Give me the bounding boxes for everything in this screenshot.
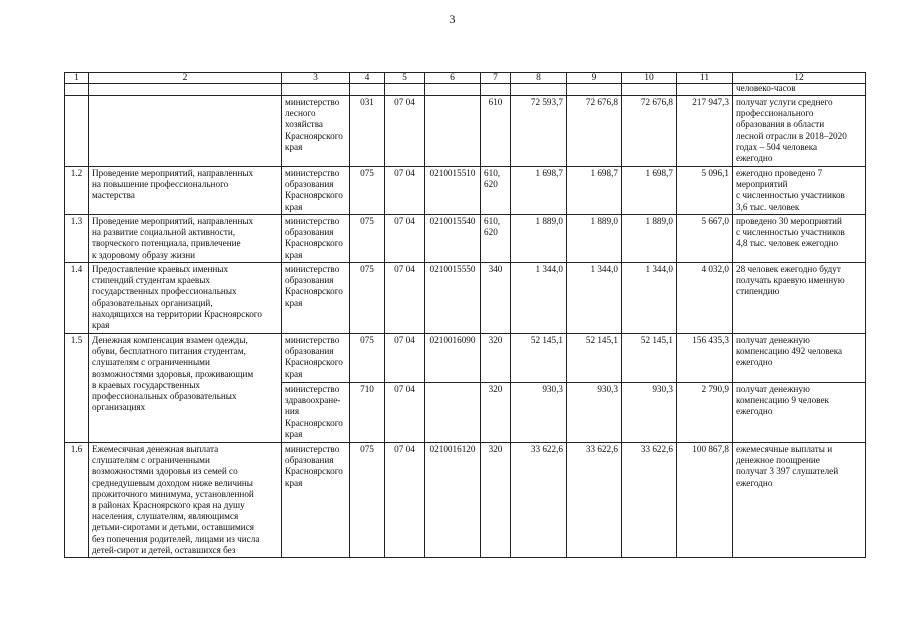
cell-num: 1.6 — [65, 443, 89, 558]
cell-c4: 075 — [350, 443, 385, 558]
header-cell: 12 — [733, 73, 866, 84]
cell-name: Предоставление краевых именных стипендий студентам краевых государственных профессиональных образовательных организаций, находящихся на территории Красноярского края — [89, 263, 282, 334]
cell-c8: 1 344,0 — [511, 263, 567, 334]
cell-c12: получат услуги среднего профессионального образования в области лесной отрасли в 2018–2020 годах – 504 человека ежегодно — [733, 96, 866, 167]
cell-dept: министерство образования Красноярского края — [282, 215, 350, 263]
cell-c4: 075 — [350, 334, 385, 383]
cell-c4: 075 — [350, 167, 385, 215]
cell-c10: 1 698,7 — [622, 167, 677, 215]
cell-name: Проведение мероприятий, направленных на развитие социальной активности, творческого потенциала, привлечение к здоровому образу жизни — [89, 215, 282, 263]
cell-name: Ежемесячная денежная выплата слушателям с ограниченными возможностями здоровья из семей со среднедушевым доходом ниже величины прожиточного минимума, установленной в районах Красноярского края на душу населения, слушателям, являющимся детьми-сиротами и детьми, оставшимися без попечения родителей, лицами из числа детей-сирот и детей, оставшихся без — [89, 443, 282, 558]
cell-c11: 2 790,9 — [677, 383, 733, 443]
cell-num: 1.4 — [65, 263, 89, 334]
cell-num — [65, 96, 89, 167]
cell-c8: 33 622,6 — [511, 443, 567, 558]
cell-name — [89, 84, 282, 96]
cell-c11: 4 032,0 — [677, 263, 733, 334]
header-cell: 10 — [622, 73, 677, 84]
cell-name: Проведение мероприятий, направленных на повышение профессионального мастерства — [89, 167, 282, 215]
cell-c11: 217 947,3 — [677, 96, 733, 167]
cell-num — [65, 84, 89, 96]
cell-c4: 710 — [350, 383, 385, 443]
cell-c12: ежемесячные выплаты и денежное поощрение получат 3 397 слушателей ежегодно — [733, 443, 866, 558]
cell-c8: 930,3 — [511, 383, 567, 443]
header-row — [65, 73, 866, 84]
page-number: 3 — [449, 12, 456, 26]
cell-c9: 33 622,6 — [567, 443, 622, 558]
program-table — [64, 72, 866, 558]
cell-c9 — [567, 84, 622, 96]
header-cell: 5 — [385, 73, 425, 84]
table-row — [65, 263, 866, 334]
cell-c4: 031 — [350, 96, 385, 167]
cell-c10: 1 344,0 — [622, 263, 677, 334]
cell-c9: 72 676,8 — [567, 96, 622, 167]
cell-c5 — [385, 84, 425, 96]
cell-c9: 1 344,0 — [567, 263, 622, 334]
cell-c7: 320 — [481, 334, 511, 383]
cell-c5: 07 04 — [385, 96, 425, 167]
header-cell: 7 — [481, 73, 511, 84]
cell-c11: 156 435,3 — [677, 334, 733, 383]
cell-c5: 07 04 — [385, 443, 425, 558]
table-row — [65, 334, 866, 383]
cell-c7: 610, 620 — [481, 215, 511, 263]
cell-c10: 52 145,1 — [622, 334, 677, 383]
cell-c10: 72 676,8 — [622, 96, 677, 167]
cell-dept: министерство лесного хозяйства Красноярского края — [282, 96, 350, 167]
cell-c9: 1 889,0 — [567, 215, 622, 263]
cell-c6 — [425, 96, 481, 167]
cell-c4 — [350, 84, 385, 96]
header-cell: 4 — [350, 73, 385, 84]
cell-c8: 1 889,0 — [511, 215, 567, 263]
cell-c8: 72 593,7 — [511, 96, 567, 167]
cell-c7: 320 — [481, 443, 511, 558]
cell-name: Денежная компенсация взамен одежды, обуви, бесплатного питания студентам, слушателям с ограниченными возможностями здоровья, проживающим в краевых государственных профессиональных образовательных организациях — [89, 334, 282, 443]
header-cell: 1 — [65, 73, 89, 84]
cell-c9: 1 698,7 — [567, 167, 622, 215]
cell-num: 1.2 — [65, 167, 89, 215]
cell-c5: 07 04 — [385, 383, 425, 443]
cell-c7 — [481, 84, 511, 96]
cell-c12: получат денежную компенсацию 9 человек ежегодно — [733, 383, 866, 443]
cell-c12: человеко-часов — [733, 84, 866, 96]
header-cell: 6 — [425, 73, 481, 84]
cell-c9: 930,3 — [567, 383, 622, 443]
cell-c6: 0210015540 — [425, 215, 481, 263]
cell-c4: 075 — [350, 263, 385, 334]
cell-c6: 0210015550 — [425, 263, 481, 334]
cell-c6: 0210015510 — [425, 167, 481, 215]
cell-c9: 52 145,1 — [567, 334, 622, 383]
header-cell: 9 — [567, 73, 622, 84]
cell-c12: получат денежную компенсацию 492 человека ежегодно — [733, 334, 866, 383]
cell-c5: 07 04 — [385, 334, 425, 383]
cell-c7: 610, 620 — [481, 167, 511, 215]
header-cell: 3 — [282, 73, 350, 84]
cell-c5: 07 04 — [385, 263, 425, 334]
table-row — [65, 167, 866, 215]
cell-dept: министерство образования Красноярского края — [282, 263, 350, 334]
cell-dept: министерство образования Красноярского края — [282, 334, 350, 383]
cell-c11: 5 096,1 — [677, 167, 733, 215]
table-row — [65, 96, 866, 167]
cell-c11 — [677, 84, 733, 96]
header-cell: 8 — [511, 73, 567, 84]
cell-dept: министерство образования Красноярского края — [282, 167, 350, 215]
cell-c8 — [511, 84, 567, 96]
cell-c5: 07 04 — [385, 215, 425, 263]
cell-c6 — [425, 84, 481, 96]
cell-c12: ежегодно проведено 7 мероприятий с численностью участников 3,6 тыс. человек — [733, 167, 866, 215]
table-row — [65, 215, 866, 263]
cell-c7: 320 — [481, 383, 511, 443]
cell-c10: 33 622,6 — [622, 443, 677, 558]
cell-c12: проведено 30 мероприятий с численностью участников 4,8 тыс. человек ежегодно — [733, 215, 866, 263]
cell-num: 1.5 — [65, 334, 89, 443]
table-row — [65, 443, 866, 558]
cell-c8: 1 698,7 — [511, 167, 567, 215]
table-row — [65, 84, 866, 96]
cell-c10: 930,3 — [622, 383, 677, 443]
cell-dept — [282, 84, 350, 96]
cell-c10: 1 889,0 — [622, 215, 677, 263]
cell-c8: 52 145,1 — [511, 334, 567, 383]
cell-c6: 0210016120 — [425, 443, 481, 558]
cell-c12: 28 человек ежегодно будут получать краевую именную стипендию — [733, 263, 866, 334]
cell-c7: 340 — [481, 263, 511, 334]
cell-c6: 0210016090 — [425, 334, 481, 383]
header-cell: 2 — [89, 73, 282, 84]
cell-name — [89, 96, 282, 167]
cell-num: 1.3 — [65, 215, 89, 263]
cell-c6 — [425, 383, 481, 443]
cell-c4: 075 — [350, 215, 385, 263]
cell-c7: 610 — [481, 96, 511, 167]
cell-dept: министерство образования Красноярского края — [282, 443, 350, 558]
cell-c5: 07 04 — [385, 167, 425, 215]
cell-dept: министерство здравоохране- ния Красноярского края — [282, 383, 350, 443]
header-cell: 11 — [677, 73, 733, 84]
cell-c11: 100 867,8 — [677, 443, 733, 558]
cell-c10 — [622, 84, 677, 96]
cell-c11: 5 667,0 — [677, 215, 733, 263]
